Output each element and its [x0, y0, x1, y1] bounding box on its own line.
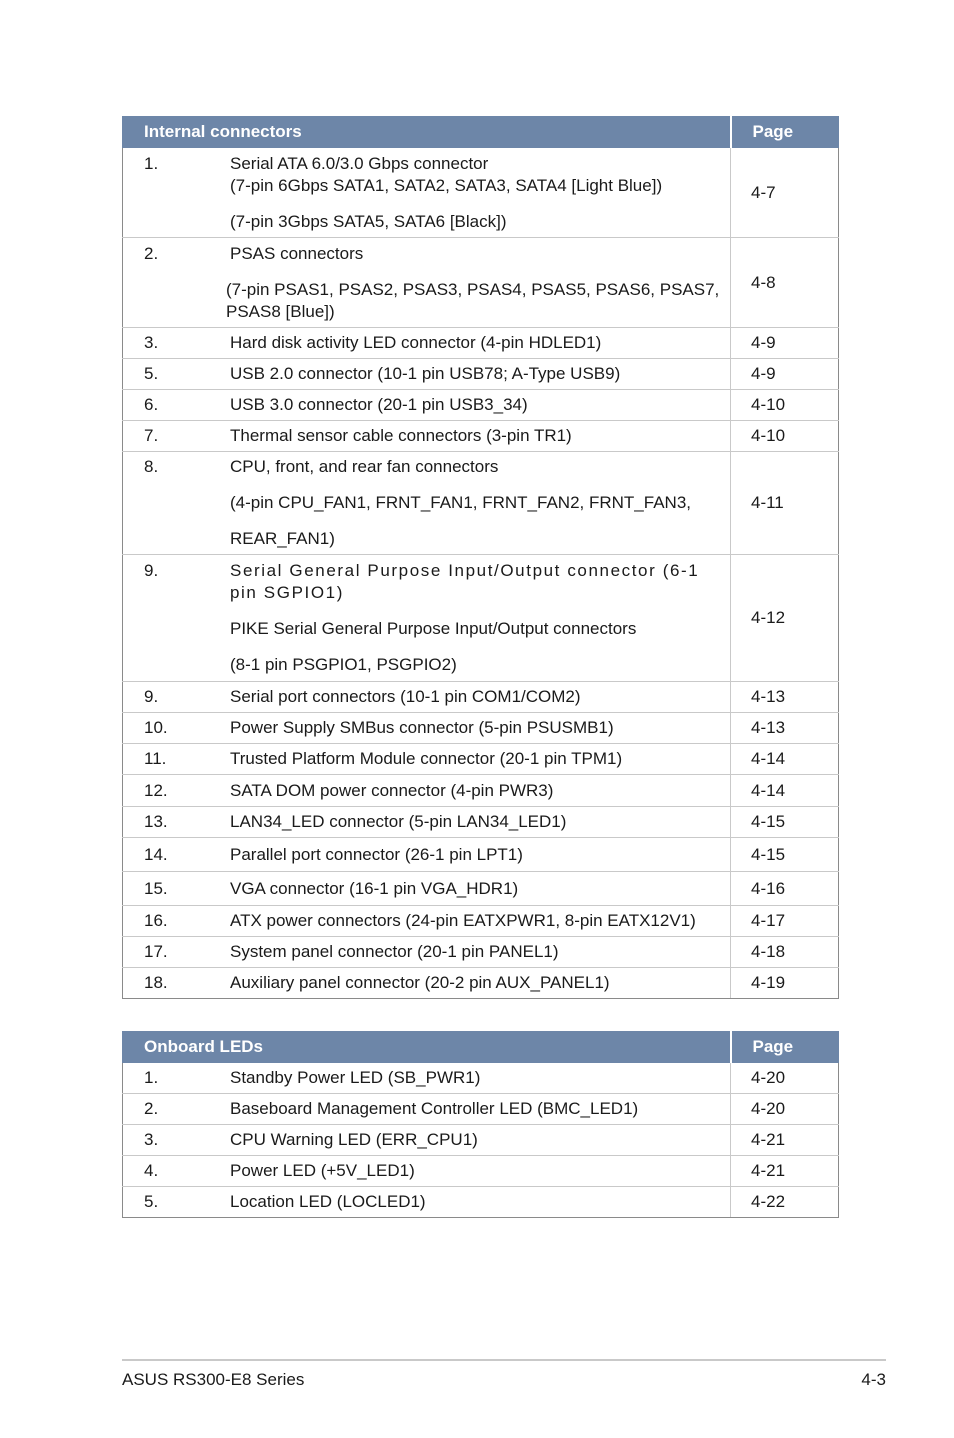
- row-page: 4-9: [731, 328, 839, 359]
- table-row: [123, 1094, 839, 1125]
- row-page: 4-13: [731, 713, 839, 744]
- row-description-detail: REAR_FAN1): [230, 529, 335, 548]
- row-number: 3.: [144, 1130, 159, 1149]
- row-description: CPU Warning LED (ERR_CPU1): [230, 1130, 478, 1149]
- table-row: [123, 937, 839, 968]
- row-page: 4-18: [731, 937, 839, 968]
- row-number: 18.: [144, 973, 168, 992]
- row-number: 1.: [144, 153, 159, 173]
- row-description-detail: (8-1 pin PSGPIO1, PSGPIO2): [230, 655, 457, 674]
- row-number: 14.: [144, 844, 168, 864]
- row-description: Serial port connectors (10-1 pin COM1/COM2): [230, 687, 581, 706]
- row-description: Trusted Platform Module connector (20-1 pin TPM1): [230, 749, 623, 768]
- table-row: [123, 1156, 839, 1187]
- table-row: [123, 838, 839, 872]
- table-header-row: [123, 1032, 839, 1063]
- row-page: 4-21: [731, 1156, 839, 1187]
- row-description: Location LED (LOCLED1): [230, 1192, 426, 1211]
- row-page: 4-10: [731, 390, 839, 421]
- row-description: ATX power connectors (24-pin EATXPWR1, 8-pin EATX12V1): [230, 911, 696, 930]
- row-description-detail: (7-pin 6Gbps SATA1, SATA2, SATA3, SATA4 [Light Blue]): [230, 175, 663, 195]
- table-row: [123, 1187, 839, 1218]
- table-row: [123, 713, 839, 744]
- table-row: [123, 390, 839, 421]
- table-row: [123, 744, 839, 775]
- row-description: Power LED (+5V_LED1): [230, 1161, 415, 1180]
- row-number: 4.: [144, 1161, 159, 1180]
- table-row: [123, 555, 839, 682]
- row-number: 8.: [144, 457, 159, 476]
- table-row: [123, 872, 839, 906]
- row-description-detail: (4-pin CPU_FAN1, FRNT_FAN1, FRNT_FAN2, FRNT_FAN3,: [230, 493, 691, 512]
- internal-connectors-heading: Internal connectors: [123, 117, 731, 148]
- row-description: VGA connector (16-1 pin VGA_HDR1): [230, 878, 519, 898]
- footer-divider: [122, 1359, 886, 1361]
- footer-page-number: 4-3: [861, 1370, 886, 1389]
- row-page: 4-8: [731, 238, 839, 328]
- row-page: 4-7: [731, 148, 839, 238]
- row-description: Parallel port connector (26-1 pin LPT1): [230, 844, 523, 864]
- table-row: [123, 452, 839, 555]
- onboard-leds-table: [122, 1031, 839, 1218]
- table-row: [123, 328, 839, 359]
- row-page: 4-20: [731, 1063, 839, 1094]
- row-description-detail: (7-pin PSAS1, PSAS2, PSAS3, PSAS4, PSAS5, PSAS6, PSAS7, PSAS8 [Blue]): [226, 279, 720, 321]
- row-description: Thermal sensor cable connectors (3-pin TR1): [230, 426, 572, 445]
- internal-connectors-table: [122, 116, 839, 999]
- table-row: [123, 148, 839, 238]
- row-page: 4-15: [731, 807, 839, 838]
- onboard-leds-heading: Onboard LEDs: [123, 1032, 731, 1063]
- row-page: 4-21: [731, 1125, 839, 1156]
- page-column-heading: Page: [731, 117, 839, 148]
- row-description: USB 3.0 connector (20-1 pin USB3_34): [230, 395, 528, 414]
- row-page: 4-14: [731, 744, 839, 775]
- row-description: CPU, front, and rear fan connectors: [230, 457, 499, 476]
- row-description: System panel connector (20-1 pin PANEL1): [230, 942, 559, 961]
- row-number: 2.: [144, 243, 159, 263]
- row-number: 5.: [144, 364, 159, 383]
- row-number: 1.: [144, 1068, 159, 1087]
- table-row: [123, 775, 839, 807]
- row-number: 10.: [144, 718, 168, 737]
- row-number: 13.: [144, 812, 168, 831]
- row-page: 4-22: [731, 1187, 839, 1218]
- row-page: 4-13: [731, 682, 839, 713]
- row-description-detail: PIKE Serial General Purpose Input/Output connectors: [230, 619, 637, 638]
- row-page: 4-12: [731, 555, 839, 682]
- page-column-heading: Page: [731, 1032, 839, 1063]
- table-row: [123, 238, 839, 328]
- row-description: Hard disk activity LED connector (4-pin HDLED1): [230, 333, 602, 352]
- row-number: 12.: [144, 780, 168, 800]
- row-description: Serial General Purpose Input/Output connector (6-1 pin SGPIO1): [230, 561, 700, 602]
- row-description: USB 2.0 connector (10-1 pin USB78; A-Type USB9): [230, 364, 621, 383]
- row-number: 11.: [144, 749, 167, 768]
- row-number: 9.: [144, 687, 159, 706]
- row-description: PSAS connectors: [230, 243, 364, 263]
- row-page: 4-10: [731, 421, 839, 452]
- row-number: 16.: [144, 911, 168, 930]
- table-row: [123, 807, 839, 838]
- row-number: 9.: [144, 561, 159, 580]
- table-row: [123, 682, 839, 713]
- footer-title: ASUS RS300-E8 Series: [122, 1370, 305, 1389]
- row-number: 6.: [144, 395, 159, 414]
- table-row: [123, 421, 839, 452]
- row-page: 4-14: [731, 775, 839, 807]
- row-description: LAN34_LED connector (5-pin LAN34_LED1): [230, 812, 567, 831]
- table-row: [123, 1125, 839, 1156]
- row-number: 17.: [144, 942, 168, 961]
- row-page: 4-9: [731, 359, 839, 390]
- row-number: 5.: [144, 1192, 159, 1211]
- row-page: 4-17: [731, 906, 839, 937]
- row-page: 4-11: [731, 452, 839, 555]
- table-row: [123, 359, 839, 390]
- row-page: 4-16: [731, 872, 839, 906]
- row-description-detail: (7-pin 3Gbps SATA5, SATA6 [Black]): [230, 211, 507, 231]
- row-description: Auxiliary panel connector (20-2 pin AUX_PANEL1): [230, 973, 610, 992]
- table-row: [123, 968, 839, 999]
- row-description: Power Supply SMBus connector (5-pin PSUSMB1): [230, 718, 614, 737]
- row-description: Serial ATA 6.0/3.0 Gbps connector: [230, 153, 489, 173]
- table-row: [123, 906, 839, 937]
- row-description: Baseboard Management Controller LED (BMC_LED1): [230, 1099, 639, 1118]
- row-number: 2.: [144, 1099, 159, 1118]
- row-description: SATA DOM power connector (4-pin PWR3): [230, 780, 554, 800]
- row-page: 4-20: [731, 1094, 839, 1125]
- row-description: Standby Power LED (SB_PWR1): [230, 1068, 481, 1087]
- row-number: 3.: [144, 333, 159, 352]
- row-number: 7.: [144, 426, 159, 445]
- table-header-row: [123, 117, 839, 148]
- table-row: [123, 1063, 839, 1094]
- row-number: 15.: [144, 878, 168, 898]
- row-page: 4-15: [731, 838, 839, 872]
- row-page: 4-19: [731, 968, 839, 999]
